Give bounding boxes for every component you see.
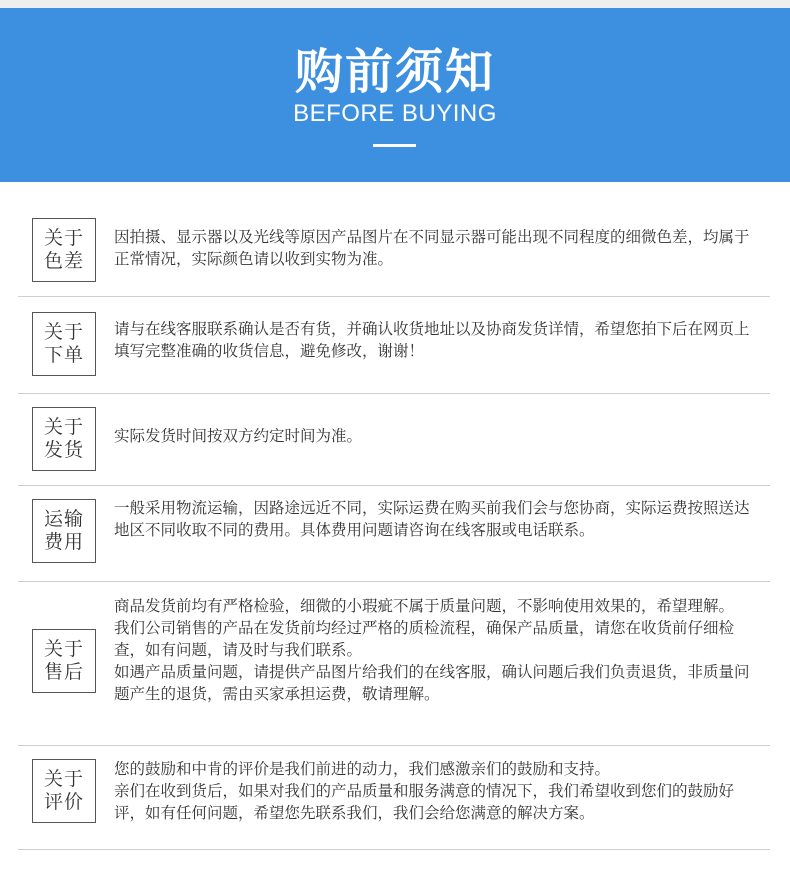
paragraph: 我们公司销售的产品在发货前均经过严格的质检流程，确保产品质量，请您在收货前仔细检查，如有问题，请及时与我们联系。 (114, 619, 735, 659)
divider (18, 393, 770, 394)
label-line-1: 关于 (43, 227, 84, 249)
paragraph: 因拍摄、显示器以及光线等原因产品图片在不同显示器可能出现不同程度的细微色差，均属于正常情况，实际颜色请以收到实物为准。 (114, 228, 750, 268)
label-line-1: 关于 (43, 638, 84, 660)
section-text (114, 226, 764, 270)
section-label (32, 629, 96, 693)
paragraph: 您的鼓励和中肯的评价是我们前进的动力，我们感激亲们的鼓励和支持。 (114, 760, 611, 778)
label-line-2: 费用 (43, 531, 84, 553)
section-label (32, 218, 96, 282)
paragraph: 如遇产品质量问题，请提供产品图片给我们的在线客服，确认问题后我们负责退货，非质量问题产生的退货，需由买家承担运费，敬请理解。 (114, 663, 750, 703)
section-label (32, 759, 96, 823)
section-text (114, 497, 764, 541)
label-line-2: 色差 (43, 250, 84, 272)
divider (18, 849, 770, 850)
label-line-1: 关于 (43, 416, 84, 438)
divider (18, 485, 770, 486)
label-line-1: 关于 (43, 321, 84, 343)
title-underline (373, 144, 416, 147)
paragraph: 一般采用物流运输，因路途远近不同，实际运费在购买前我们会与您协商，实际运费按照送达地区不同收取不同的费用。具体费用问题请咨询在线客服或电话联系。 (114, 499, 750, 539)
section-label (32, 407, 96, 471)
header-banner (0, 8, 790, 182)
paragraph: 实际发货时间按双方约定时间为准。 (114, 427, 363, 445)
divider (18, 581, 770, 582)
section-label (32, 312, 96, 376)
label-line-2: 评价 (43, 791, 84, 813)
top-strip (0, 0, 790, 8)
section-text (114, 595, 764, 705)
label-line-2: 售后 (43, 661, 84, 683)
paragraph: 商品发货前均有严格检验，细微的小瑕疵不属于质量问题，不影响使用效果的，希望理解。 (114, 597, 735, 615)
label-line-1: 关于 (43, 768, 84, 790)
section-text (114, 758, 764, 824)
page-title: 购前须知 (294, 44, 495, 100)
section-text (114, 318, 764, 362)
page-subtitle: BEFORE BUYING (293, 100, 497, 127)
divider (18, 745, 770, 746)
paragraph: 亲们在收到货后，如果对我们的产品质量和服务满意的情况下，我们希望收到您们的鼓励好评，如有任何问题，希望您先联系我们，我们会给您满意的解决方案。 (114, 782, 735, 822)
label-line-2: 发货 (43, 439, 84, 461)
section-text (114, 425, 764, 447)
divider (18, 296, 770, 297)
paragraph: 请与在线客服联系确认是否有货，并确认收货地址以及协商发货详情，希望您拍下后在网页上填写完整准确的收货信息，避免修改，谢谢！ (114, 320, 750, 360)
section-label (32, 499, 96, 563)
label-line-2: 下单 (43, 344, 84, 366)
label-line-1: 运输 (43, 508, 84, 530)
